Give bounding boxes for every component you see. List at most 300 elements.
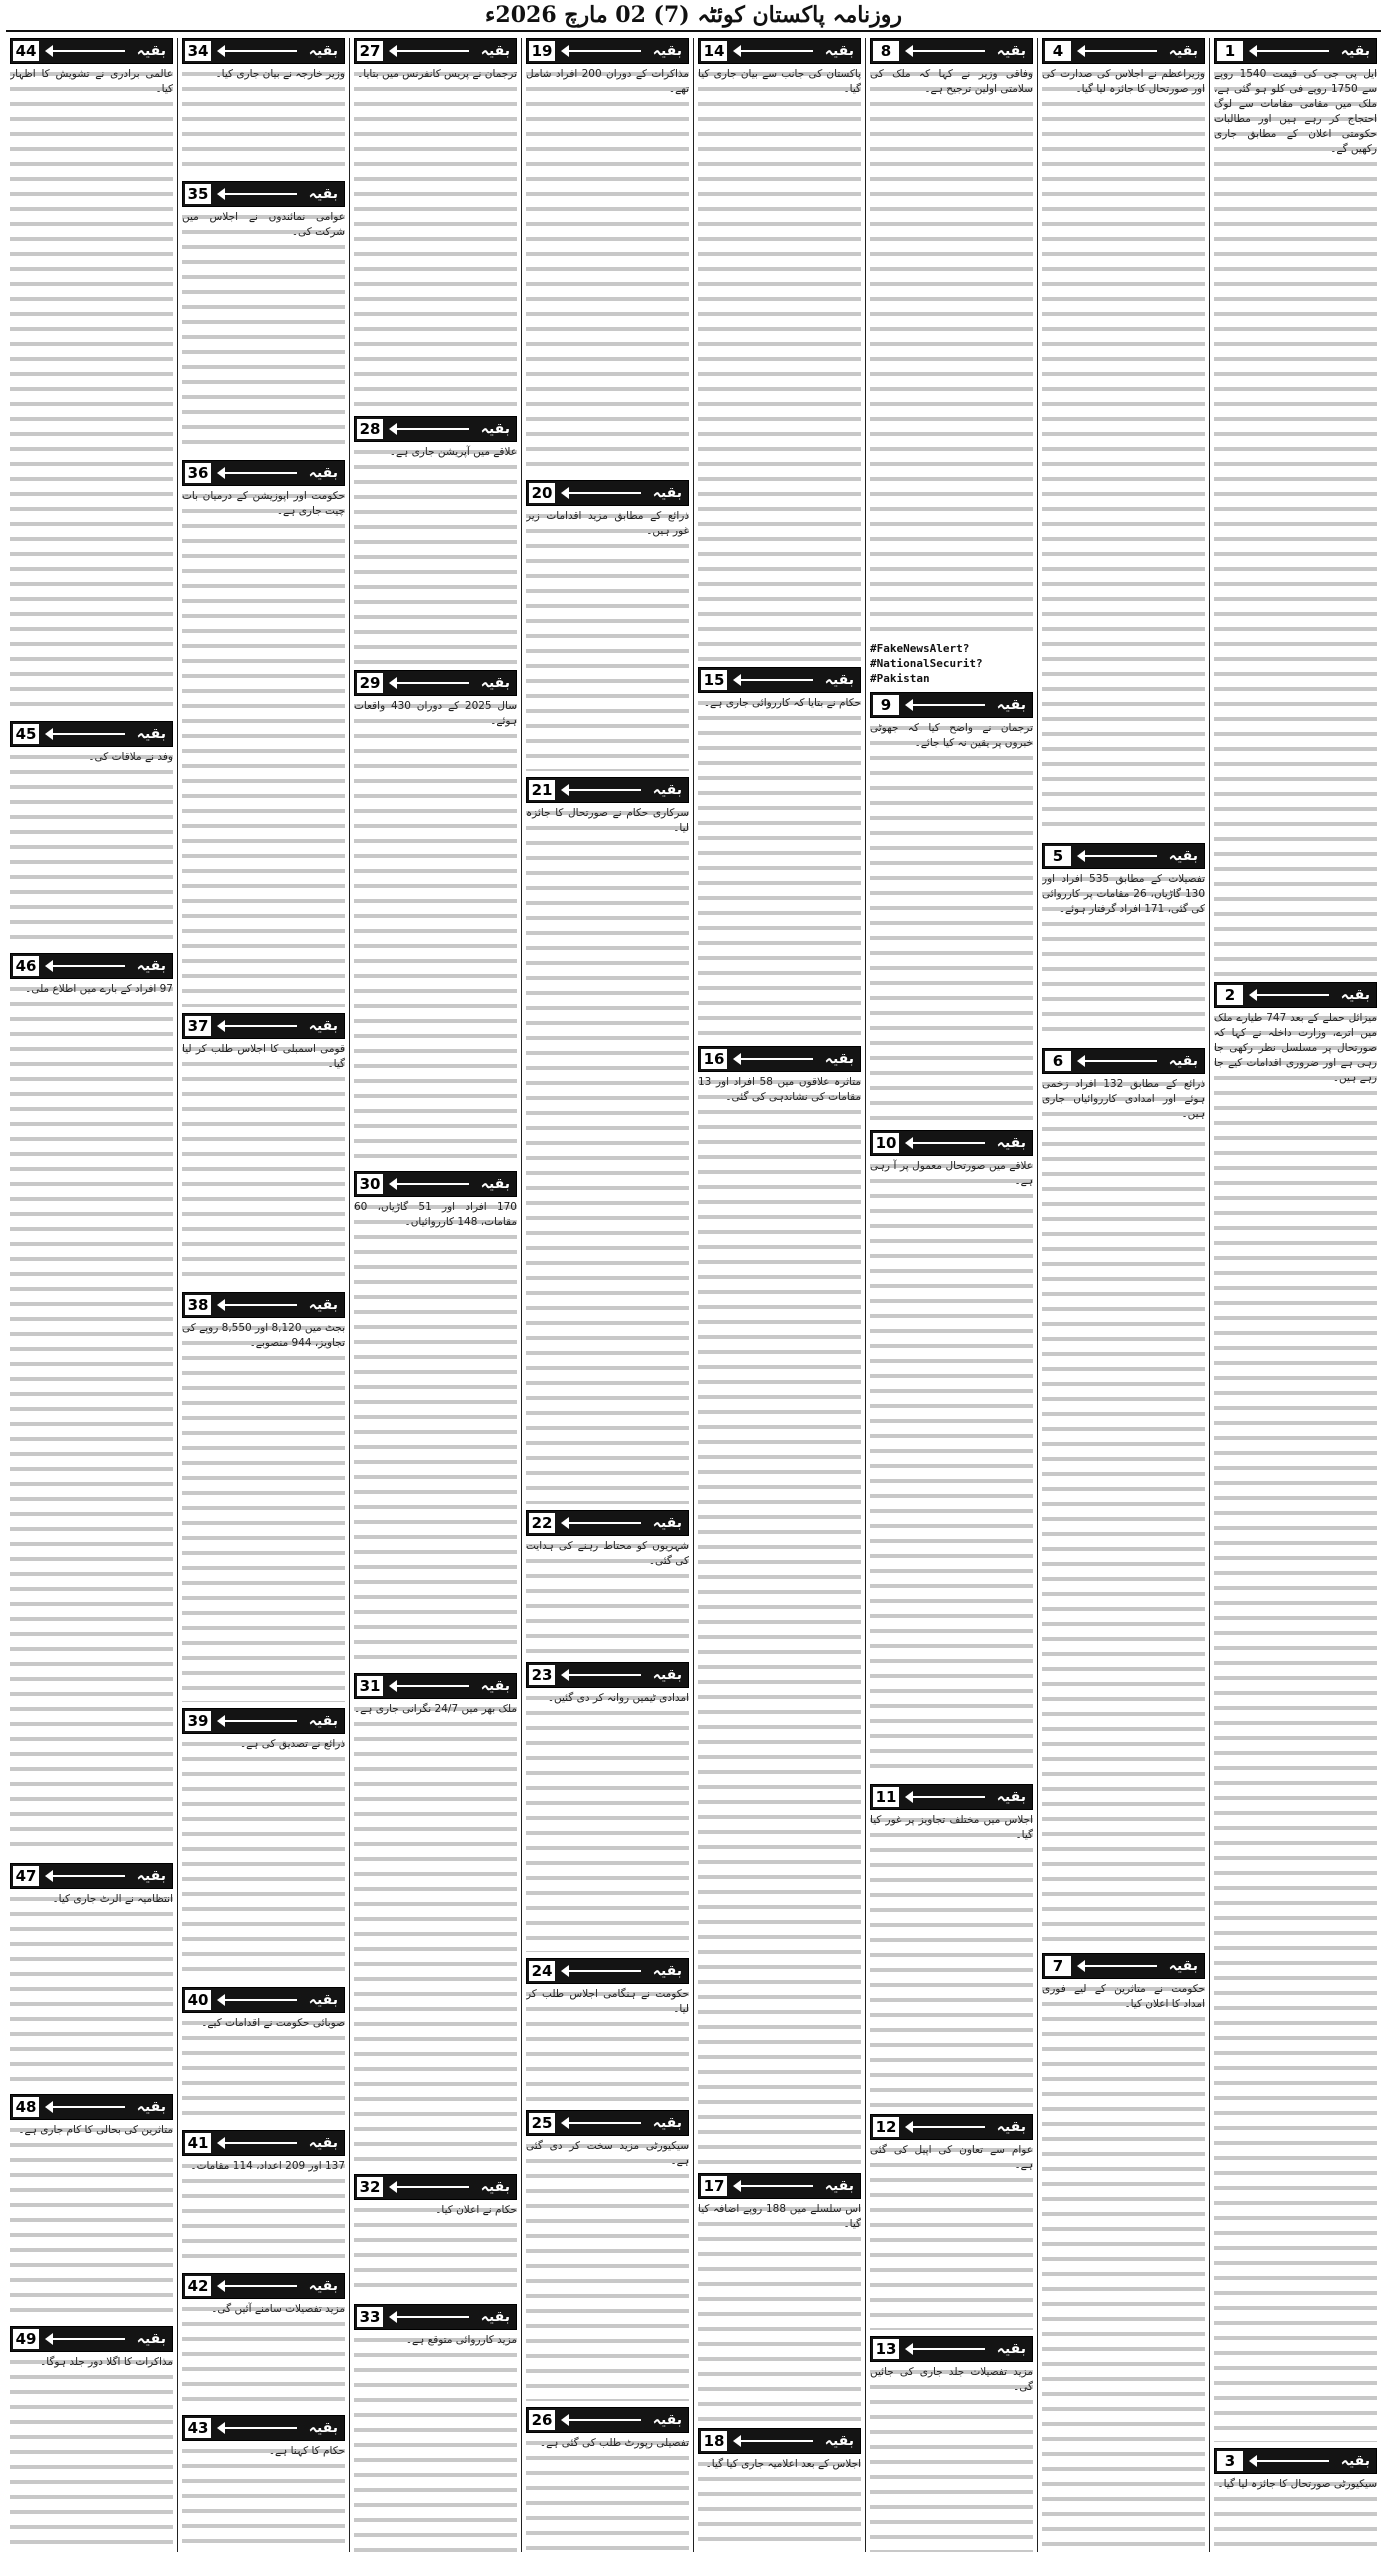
- arrow-left-icon: [563, 1522, 641, 1524]
- arrow-left-icon: [563, 789, 641, 791]
- continuation-number: 42: [185, 2276, 211, 2296]
- article-text: اجلاس میں مختلف تجاویز پر غور کیا گیا۔: [870, 1813, 1033, 2108]
- article-text: ذرائع کے مطابق مزید اقدامات زیر غور ہیں۔: [526, 509, 689, 771]
- article-text: 170 افراد اور 51 گاڑیاں، 60 مقامات، 148 کارروائیاں۔: [354, 1200, 517, 1667]
- article-text: امدادی ٹیمیں روانہ کر دی گئیں۔: [526, 1691, 689, 1953]
- continuation-block: [10, 1863, 173, 2089]
- continuation-block: [1042, 1953, 1205, 2552]
- arrow-left-icon: [391, 428, 469, 430]
- continuation-banner: [182, 1987, 345, 2013]
- continuation-block: [182, 1987, 345, 2124]
- arrow-left-icon: [735, 2185, 813, 2187]
- arrow-left-icon: [563, 50, 641, 52]
- continuation-banner: [182, 181, 345, 207]
- column-8: [6, 38, 177, 2552]
- continuation-block: [182, 1013, 345, 1286]
- continuation-banner: [526, 2407, 689, 2433]
- continuation-number: 29: [357, 673, 383, 693]
- continuation-number: 45: [13, 724, 39, 744]
- arrow-left-icon: [563, 2122, 641, 2124]
- article-text: سرکاری حکام نے صورتحال کا جائزہ لیا۔: [526, 806, 689, 1504]
- column-7: [177, 38, 349, 2552]
- continuation-label: بقیہ: [996, 1789, 1026, 1805]
- arrow-left-icon: [219, 193, 297, 195]
- continuation-block: [1042, 1048, 1205, 1947]
- continuation-number: 49: [13, 2329, 39, 2349]
- arrow-left-icon: [219, 1720, 297, 1722]
- continuation-banner: [870, 2114, 1033, 2140]
- continuation-label: بقیہ: [996, 1135, 1026, 1151]
- continuation-label: بقیہ: [308, 1297, 338, 1313]
- continuation-label: بقیہ: [996, 2119, 1026, 2135]
- hashtags: #FakeNewsAlert? #NationalSecurit?#Pakistan: [870, 642, 983, 685]
- continuation-block: [526, 2407, 689, 2552]
- continuation-number: 47: [13, 1866, 39, 1886]
- continuation-banner: [10, 1863, 173, 1889]
- continuation-banner: [182, 38, 345, 64]
- continuation-label: بقیہ: [652, 1963, 682, 1980]
- article-text: میزائل حملے کے بعد 747 طیارے ملک میں اترے، وزارت داخلہ نے کہا کہ صورتحال پر مسلسل نظر رکھی جا رہی ہے اور ضروری اقدامات کیے جا رہے ہیں۔: [1214, 1011, 1377, 2442]
- continuation-banner: [182, 2130, 345, 2156]
- continuation-banner: [354, 38, 517, 64]
- arrow-left-icon: [563, 492, 641, 494]
- arrow-left-icon: [219, 2285, 297, 2287]
- continuation-banner: [526, 2110, 689, 2136]
- article-text: سال 2025 کے دوران 430 واقعات ہوئے۔: [354, 699, 517, 1166]
- continuation-label: بقیہ: [480, 43, 510, 59]
- continuation-banner: [354, 2304, 517, 2330]
- article-text: تفصیلات کے مطابق 535 افراد اور 130 گاڑیاں، 26 مقامات پر کارروائی کی گئی، 171 افراد گرفتار ہوئے۔: [1042, 872, 1205, 1043]
- continuation-block: [354, 416, 517, 664]
- continuation-number: 6: [1045, 1051, 1071, 1071]
- continuation-block: [870, 1784, 1033, 2108]
- continuation-number: 12: [873, 2117, 899, 2137]
- continuation-label: بقیہ: [136, 2099, 166, 2116]
- continuation-block: [10, 2326, 173, 2552]
- continuation-banner: [182, 1292, 345, 1318]
- article-text: علاقے میں آپریشن جاری ہے۔: [354, 445, 517, 664]
- continuation-block: [1214, 982, 1377, 2442]
- arrow-left-icon: [391, 1685, 469, 1687]
- continuation-label: بقیہ: [136, 726, 166, 743]
- continuation-banner: [10, 953, 173, 979]
- arrow-left-icon: [907, 704, 985, 706]
- continuation-banner: [354, 1673, 517, 1699]
- continuation-label: بقیہ: [480, 420, 510, 437]
- article-text: قومی اسمبلی کا اجلاس طلب کر لیا گیا۔: [182, 1042, 345, 1286]
- article-text: وزیر خارجہ نے بیان جاری کیا۔: [182, 67, 345, 175]
- continuation-label: بقیہ: [308, 2277, 338, 2294]
- arrow-left-icon: [219, 50, 297, 52]
- continuation-block: [526, 1958, 689, 2103]
- continuation-banner: [182, 1708, 345, 1734]
- continuation-number: 28: [357, 419, 383, 439]
- arrow-left-icon: [907, 2348, 985, 2350]
- continuation-block: [182, 181, 345, 454]
- continuation-block: [10, 953, 173, 1856]
- continuation-block: [526, 38, 689, 474]
- continuation-block: [10, 2094, 173, 2320]
- continuation-number: 44: [13, 41, 39, 61]
- continuation-label: بقیہ: [480, 2179, 510, 2196]
- continuation-label: بقیہ: [1340, 2452, 1370, 2469]
- article-text: ذرائع نے تصدیق کی ہے۔: [182, 1737, 345, 1981]
- continuation-banner: [182, 1013, 345, 1039]
- continuation-label: بقیہ: [996, 43, 1026, 59]
- continuation-label: بقیہ: [996, 697, 1026, 713]
- arrow-left-icon: [1079, 1060, 1157, 1062]
- continuation-block: [354, 2304, 517, 2552]
- continuation-banner: [526, 1510, 689, 1536]
- continuation-banner: [10, 721, 173, 747]
- article-text: حکام نے اعلان کیا۔: [354, 2203, 517, 2298]
- article-text: اس سلسلے میں 188 روپے اضافہ کیا گیا۔: [698, 2202, 861, 2422]
- continuation-banner: [870, 1784, 1033, 1810]
- continuation-banner: [870, 692, 1033, 718]
- continuation-block: [870, 2336, 1033, 2552]
- arrow-left-icon: [391, 682, 469, 684]
- arrow-left-icon: [1079, 1965, 1157, 1967]
- continuation-label: بقیہ: [1168, 1957, 1198, 1974]
- continuation-banner: [1214, 38, 1377, 64]
- continuation-number: 40: [185, 1990, 211, 2010]
- arrow-left-icon: [391, 50, 469, 52]
- arrow-left-icon: [563, 1970, 641, 1972]
- continuation-number: 20: [529, 483, 555, 503]
- article-text: تفصیلی رپورٹ طلب کی گئی ہے۔: [526, 2436, 689, 2552]
- arrow-left-icon: [907, 1142, 985, 1144]
- continuation-banner: [1042, 843, 1205, 869]
- continuation-block: [354, 670, 517, 1166]
- continuation-number: 31: [357, 1676, 383, 1696]
- arrow-left-icon: [219, 472, 297, 474]
- continuation-label: بقیہ: [1168, 43, 1198, 59]
- continuation-block: [354, 38, 517, 410]
- arrow-left-icon: [735, 679, 813, 681]
- continuation-label: بقیہ: [824, 2177, 854, 2194]
- article-text: اجلاس کے بعد اعلامیہ جاری کیا گیا۔: [698, 2457, 861, 2553]
- arrow-left-icon: [1251, 2460, 1329, 2462]
- article-text: 137 اور 209 اعداد، 114 مقامات۔: [182, 2159, 345, 2267]
- arrow-left-icon: [907, 50, 985, 52]
- continuation-banner: [354, 670, 517, 696]
- continuation-number: 26: [529, 2410, 555, 2430]
- continuation-label: بقیہ: [652, 1666, 682, 1683]
- continuation-label: بقیہ: [652, 2114, 682, 2131]
- continuation-label: بقیہ: [996, 2341, 1026, 2357]
- continuation-label: بقیہ: [480, 1176, 510, 1193]
- continuation-banner: [182, 2273, 345, 2299]
- continuation-label: بقیہ: [1340, 43, 1370, 59]
- continuation-number: 46: [13, 956, 39, 976]
- arrow-left-icon: [219, 1999, 297, 2001]
- continuation-label: بقیہ: [136, 2331, 166, 2348]
- continuation-block: [182, 2130, 345, 2267]
- continuation-block: [698, 1046, 861, 2167]
- continuation-number: 19: [529, 41, 555, 61]
- continuation-label: بقیہ: [652, 1515, 682, 1532]
- article-text: متاثرین کی بحالی کا کام جاری ہے۔: [10, 2123, 173, 2320]
- continuation-label: بقیہ: [136, 958, 166, 975]
- continuation-label: بقیہ: [136, 43, 166, 59]
- continuation-number: 11: [873, 1787, 899, 1807]
- continuation-number: 33: [357, 2307, 383, 2327]
- article-text: مزید کارروائی متوقع ہے۔: [354, 2333, 517, 2552]
- continuation-banner: [526, 1662, 689, 1688]
- continuation-number: 3: [1217, 2451, 1243, 2471]
- article-text: حکومت نے متاثرین کے لیے فوری امداد کا اعلان کیا۔: [1042, 1982, 1205, 2552]
- arrow-left-icon: [735, 2440, 813, 2442]
- continuation-banner: [698, 38, 861, 64]
- article-text: ذرائع کے مطابق 132 افراد زخمی ہوئے اور امدادی کارروائیاں جاری ہیں۔: [1042, 1077, 1205, 1947]
- continuation-number: 36: [185, 463, 211, 483]
- continuation-block: [698, 2173, 861, 2422]
- continuation-label: بقیہ: [308, 2135, 338, 2151]
- article-text: ترجمان نے واضح کیا کہ جھوٹی خبروں پر یقین نہ کیا جائے۔: [870, 721, 1033, 1124]
- continuation-block: [182, 2415, 345, 2552]
- article-text: صوبائی حکومت نے اقدامات کیے۔: [182, 2016, 345, 2124]
- continuation-number: 34: [185, 41, 211, 61]
- continuation-block: [354, 1673, 517, 2169]
- continuation-number: 8: [873, 41, 899, 61]
- continuation-block: [698, 2428, 861, 2553]
- continuation-number: 16: [701, 1049, 727, 1069]
- article-text: متاثرہ علاقوں میں 58 افراد اور 13 مقامات کی نشاندہی کی گئی۔: [698, 1075, 861, 2167]
- continuation-number: 1: [1217, 41, 1243, 61]
- arrow-left-icon: [391, 2316, 469, 2318]
- continuation-block: [182, 1292, 345, 1702]
- continuation-number: 2: [1217, 985, 1243, 1005]
- continuation-banner: [182, 460, 345, 486]
- article-text: انتظامیہ نے الرٹ جاری کیا۔: [10, 1892, 173, 2089]
- continuation-number: 18: [701, 2431, 727, 2451]
- continuation-number: 13: [873, 2339, 899, 2359]
- continuation-block: [182, 38, 345, 175]
- continuation-block: [182, 1708, 345, 1981]
- arrow-left-icon: [47, 733, 125, 735]
- arrow-left-icon: [1079, 50, 1157, 52]
- continuation-banner: [526, 1958, 689, 1984]
- article-text: عوامی نمائندوں نے اجلاس میں شرکت کی۔: [182, 210, 345, 454]
- continuation-banner: [870, 1130, 1033, 1156]
- arrow-left-icon: [907, 2126, 985, 2128]
- continuation-block: [870, 692, 1033, 1124]
- column-5: [521, 38, 693, 2552]
- continuation-banner: [526, 38, 689, 64]
- column-1: [1209, 38, 1381, 2552]
- continuation-block: [526, 480, 689, 771]
- continuation-banner: [1214, 2448, 1377, 2474]
- article-text: ملک بھر میں 24/7 نگرانی جاری ہے۔: [354, 1702, 517, 2169]
- arrow-left-icon: [219, 1304, 297, 1306]
- continuation-banner: [1214, 982, 1377, 1008]
- continuation-number: 10: [873, 1133, 899, 1153]
- arrow-left-icon: [219, 2427, 297, 2429]
- continuation-banner: [182, 2415, 345, 2441]
- continuation-block: [870, 38, 1033, 686]
- continuation-number: 38: [185, 1295, 211, 1315]
- arrow-left-icon: [907, 1796, 985, 1798]
- continuation-banner: [1042, 1048, 1205, 1074]
- continuation-number: 22: [529, 1513, 555, 1533]
- arrow-left-icon: [47, 1875, 125, 1877]
- article-text: ایل پی جی کی قیمت 1540 روپے سے 1750 روپے فی کلو ہو گئی ہے، ملک میں مقامی مقامات سے لوگ احتجاج کر رہے ہیں اور مطالبات حکومتی اعلان کے مطابق جاری رکھیں گے۔: [1214, 67, 1377, 976]
- continuation-block: [354, 2174, 517, 2298]
- continuation-number: 5: [1045, 846, 1071, 866]
- column-6: [349, 38, 521, 2552]
- continuation-block: [526, 1510, 689, 1655]
- continuation-number: 9: [873, 695, 899, 715]
- continuation-block: [10, 38, 173, 715]
- continuation-label: بقیہ: [652, 782, 682, 799]
- continuation-block: [526, 777, 689, 1504]
- continuation-banner: [354, 2174, 517, 2200]
- continuation-block: [870, 2114, 1033, 2330]
- continuation-block: [870, 1130, 1033, 1778]
- column-2: [1037, 38, 1209, 2552]
- article-text: وفد نے ملاقات کی۔: [10, 750, 173, 947]
- article-text: بجٹ میں 8,120 اور 8,550 روپے کی تجاویز، 944 منصوبے۔: [182, 1321, 345, 1702]
- continuation-label: بقیہ: [824, 671, 854, 688]
- column-4: [693, 38, 865, 2552]
- columns-container: [6, 38, 1381, 2552]
- continuation-banner: [698, 2173, 861, 2199]
- masthead-title: روزنامہ پاکستان کوئٹہ (7) 02 مارچ 2026ء: [485, 2, 902, 28]
- arrow-left-icon: [47, 2338, 125, 2340]
- continuation-number: 14: [701, 41, 727, 61]
- article-text: مذاکرات کے دوران 200 افراد شامل تھے۔: [526, 67, 689, 474]
- continuation-label: بقیہ: [308, 1713, 338, 1729]
- article-text: حکام کا کہنا ہے۔: [182, 2444, 345, 2552]
- continuation-number: 21: [529, 780, 555, 800]
- continuation-banner: [1042, 1953, 1205, 1979]
- continuation-number: 7: [1045, 1956, 1071, 1976]
- article-text: مزید تفصیلات سامنے آئیں گی۔: [182, 2302, 345, 2410]
- article-text: عوام سے تعاون کی اپیل کی گئی ہے۔: [870, 2143, 1033, 2330]
- continuation-number: 37: [185, 1016, 211, 1036]
- article-text: حکام نے بتایا کہ کارروائی جاری ہے۔: [698, 696, 861, 1041]
- continuation-label: بقیہ: [308, 1992, 338, 2009]
- arrow-left-icon: [391, 1183, 469, 1185]
- continuation-number: 43: [185, 2418, 211, 2438]
- continuation-banner: [870, 38, 1033, 64]
- continuation-banner: [10, 2094, 173, 2120]
- arrow-left-icon: [1251, 50, 1329, 52]
- arrow-left-icon: [735, 50, 813, 52]
- continuation-number: 23: [529, 1665, 555, 1685]
- continuation-label: بقیہ: [480, 674, 510, 691]
- continuation-label: بقیہ: [308, 2420, 338, 2437]
- article-text: 97 افراد کے بارے میں اطلاع ملی۔: [10, 982, 173, 1856]
- continuation-number: 24: [529, 1961, 555, 1981]
- arrow-left-icon: [391, 2186, 469, 2188]
- arrow-left-icon: [563, 1674, 641, 1676]
- continuation-label: بقیہ: [652, 485, 682, 502]
- continuation-block: [354, 1171, 517, 1667]
- article-text: علاقے میں صورتحال معمول پر آ رہی ہے۔: [870, 1159, 1033, 1778]
- arrow-left-icon: [219, 1025, 297, 1027]
- article-text: شہریوں کو محتاط رہنے کی ہدایت کی گئی۔: [526, 1539, 689, 1655]
- continuation-number: 41: [185, 2133, 211, 2153]
- article-text: حکومت نے ہنگامی اجلاس طلب کر لیا۔: [526, 1987, 689, 2103]
- continuation-banner: [1042, 38, 1205, 64]
- continuation-label: بقیہ: [824, 43, 854, 59]
- arrow-left-icon: [1251, 994, 1329, 996]
- continuation-number: 48: [13, 2097, 39, 2117]
- continuation-number: 25: [529, 2113, 555, 2133]
- continuation-banner: [10, 38, 173, 64]
- continuation-number: 30: [357, 1174, 383, 1194]
- continuation-label: بقیہ: [136, 1867, 166, 1884]
- continuation-block: [10, 721, 173, 947]
- article-text: سیکیورٹی صورتحال کا جائزہ لیا گیا۔: [1214, 2477, 1377, 2552]
- continuation-number: 35: [185, 184, 211, 204]
- continuation-number: 27: [357, 41, 383, 61]
- article-text: ترجمان نے پریس کانفرنس میں بتایا۔: [354, 67, 517, 410]
- continuation-block: [182, 2273, 345, 2410]
- article-text: عالمی برادری نے تشویش کا اظہار کیا۔: [10, 67, 173, 715]
- continuation-number: 17: [701, 2176, 727, 2196]
- article-text: پاکستان کی جانب سے بیان جاری کیا گیا۔: [698, 67, 861, 661]
- article-text: حکومت اور اپوزیشن کے درمیان بات چیت جاری ہے۔: [182, 489, 345, 1007]
- continuation-block: [1214, 38, 1377, 976]
- arrow-left-icon: [47, 965, 125, 967]
- continuation-label: بقیہ: [1168, 847, 1198, 864]
- continuation-label: بقیہ: [308, 185, 338, 202]
- article-text: مزید تفصیلات جلد جاری کی جائیں گی۔: [870, 2365, 1033, 2552]
- article-text: وفاقی وزیر نے کہا کہ ملک کی سلامتی اولین ترجیح ہے۔: [870, 67, 1033, 638]
- continuation-block: [698, 667, 861, 1041]
- continuation-label: بقیہ: [480, 2309, 510, 2326]
- continuation-label: بقیہ: [652, 2411, 682, 2428]
- arrow-left-icon: [563, 2419, 641, 2421]
- continuation-banner: [354, 1171, 517, 1197]
- continuation-banner: [10, 2326, 173, 2352]
- arrow-left-icon: [219, 2142, 297, 2144]
- arrow-left-icon: [735, 1058, 813, 1060]
- continuation-label: بقیہ: [480, 1677, 510, 1694]
- arrow-left-icon: [1079, 855, 1157, 857]
- continuation-block: [526, 2110, 689, 2401]
- continuation-banner: [354, 416, 517, 442]
- continuation-banner: [698, 1046, 861, 1072]
- article-text: مذاکرات کا اگلا دور جلد ہوگا۔: [10, 2355, 173, 2552]
- article-text: وزیراعظم نے اجلاس کی صدارت کی اور صورتحال کا جائزہ لیا گیا۔: [1042, 67, 1205, 837]
- continuation-banner: [698, 2428, 861, 2454]
- continuation-label: بقیہ: [308, 1017, 338, 1034]
- continuation-number: 4: [1045, 41, 1071, 61]
- arrow-left-icon: [47, 2106, 125, 2108]
- continuation-banner: [698, 667, 861, 693]
- continuation-banner: [526, 777, 689, 803]
- continuation-label: بقیہ: [824, 2432, 854, 2449]
- continuation-number: 32: [357, 2177, 383, 2197]
- arrow-left-icon: [47, 50, 125, 52]
- continuation-number: 15: [701, 670, 727, 690]
- continuation-block: [1214, 2448, 1377, 2552]
- continuation-banner: [526, 480, 689, 506]
- masthead: [6, 0, 1381, 32]
- column-3: [865, 38, 1037, 2552]
- continuation-label: بقیہ: [308, 465, 338, 481]
- continuation-number: 39: [185, 1711, 211, 1731]
- continuation-block: [1042, 38, 1205, 837]
- continuation-label: بقیہ: [1340, 987, 1370, 1004]
- article-text: سیکیورٹی مزید سخت کر دی گئی ہے۔: [526, 2139, 689, 2401]
- continuation-block: [698, 38, 861, 661]
- continuation-label: بقیہ: [308, 43, 338, 59]
- continuation-label: بقیہ: [652, 43, 682, 59]
